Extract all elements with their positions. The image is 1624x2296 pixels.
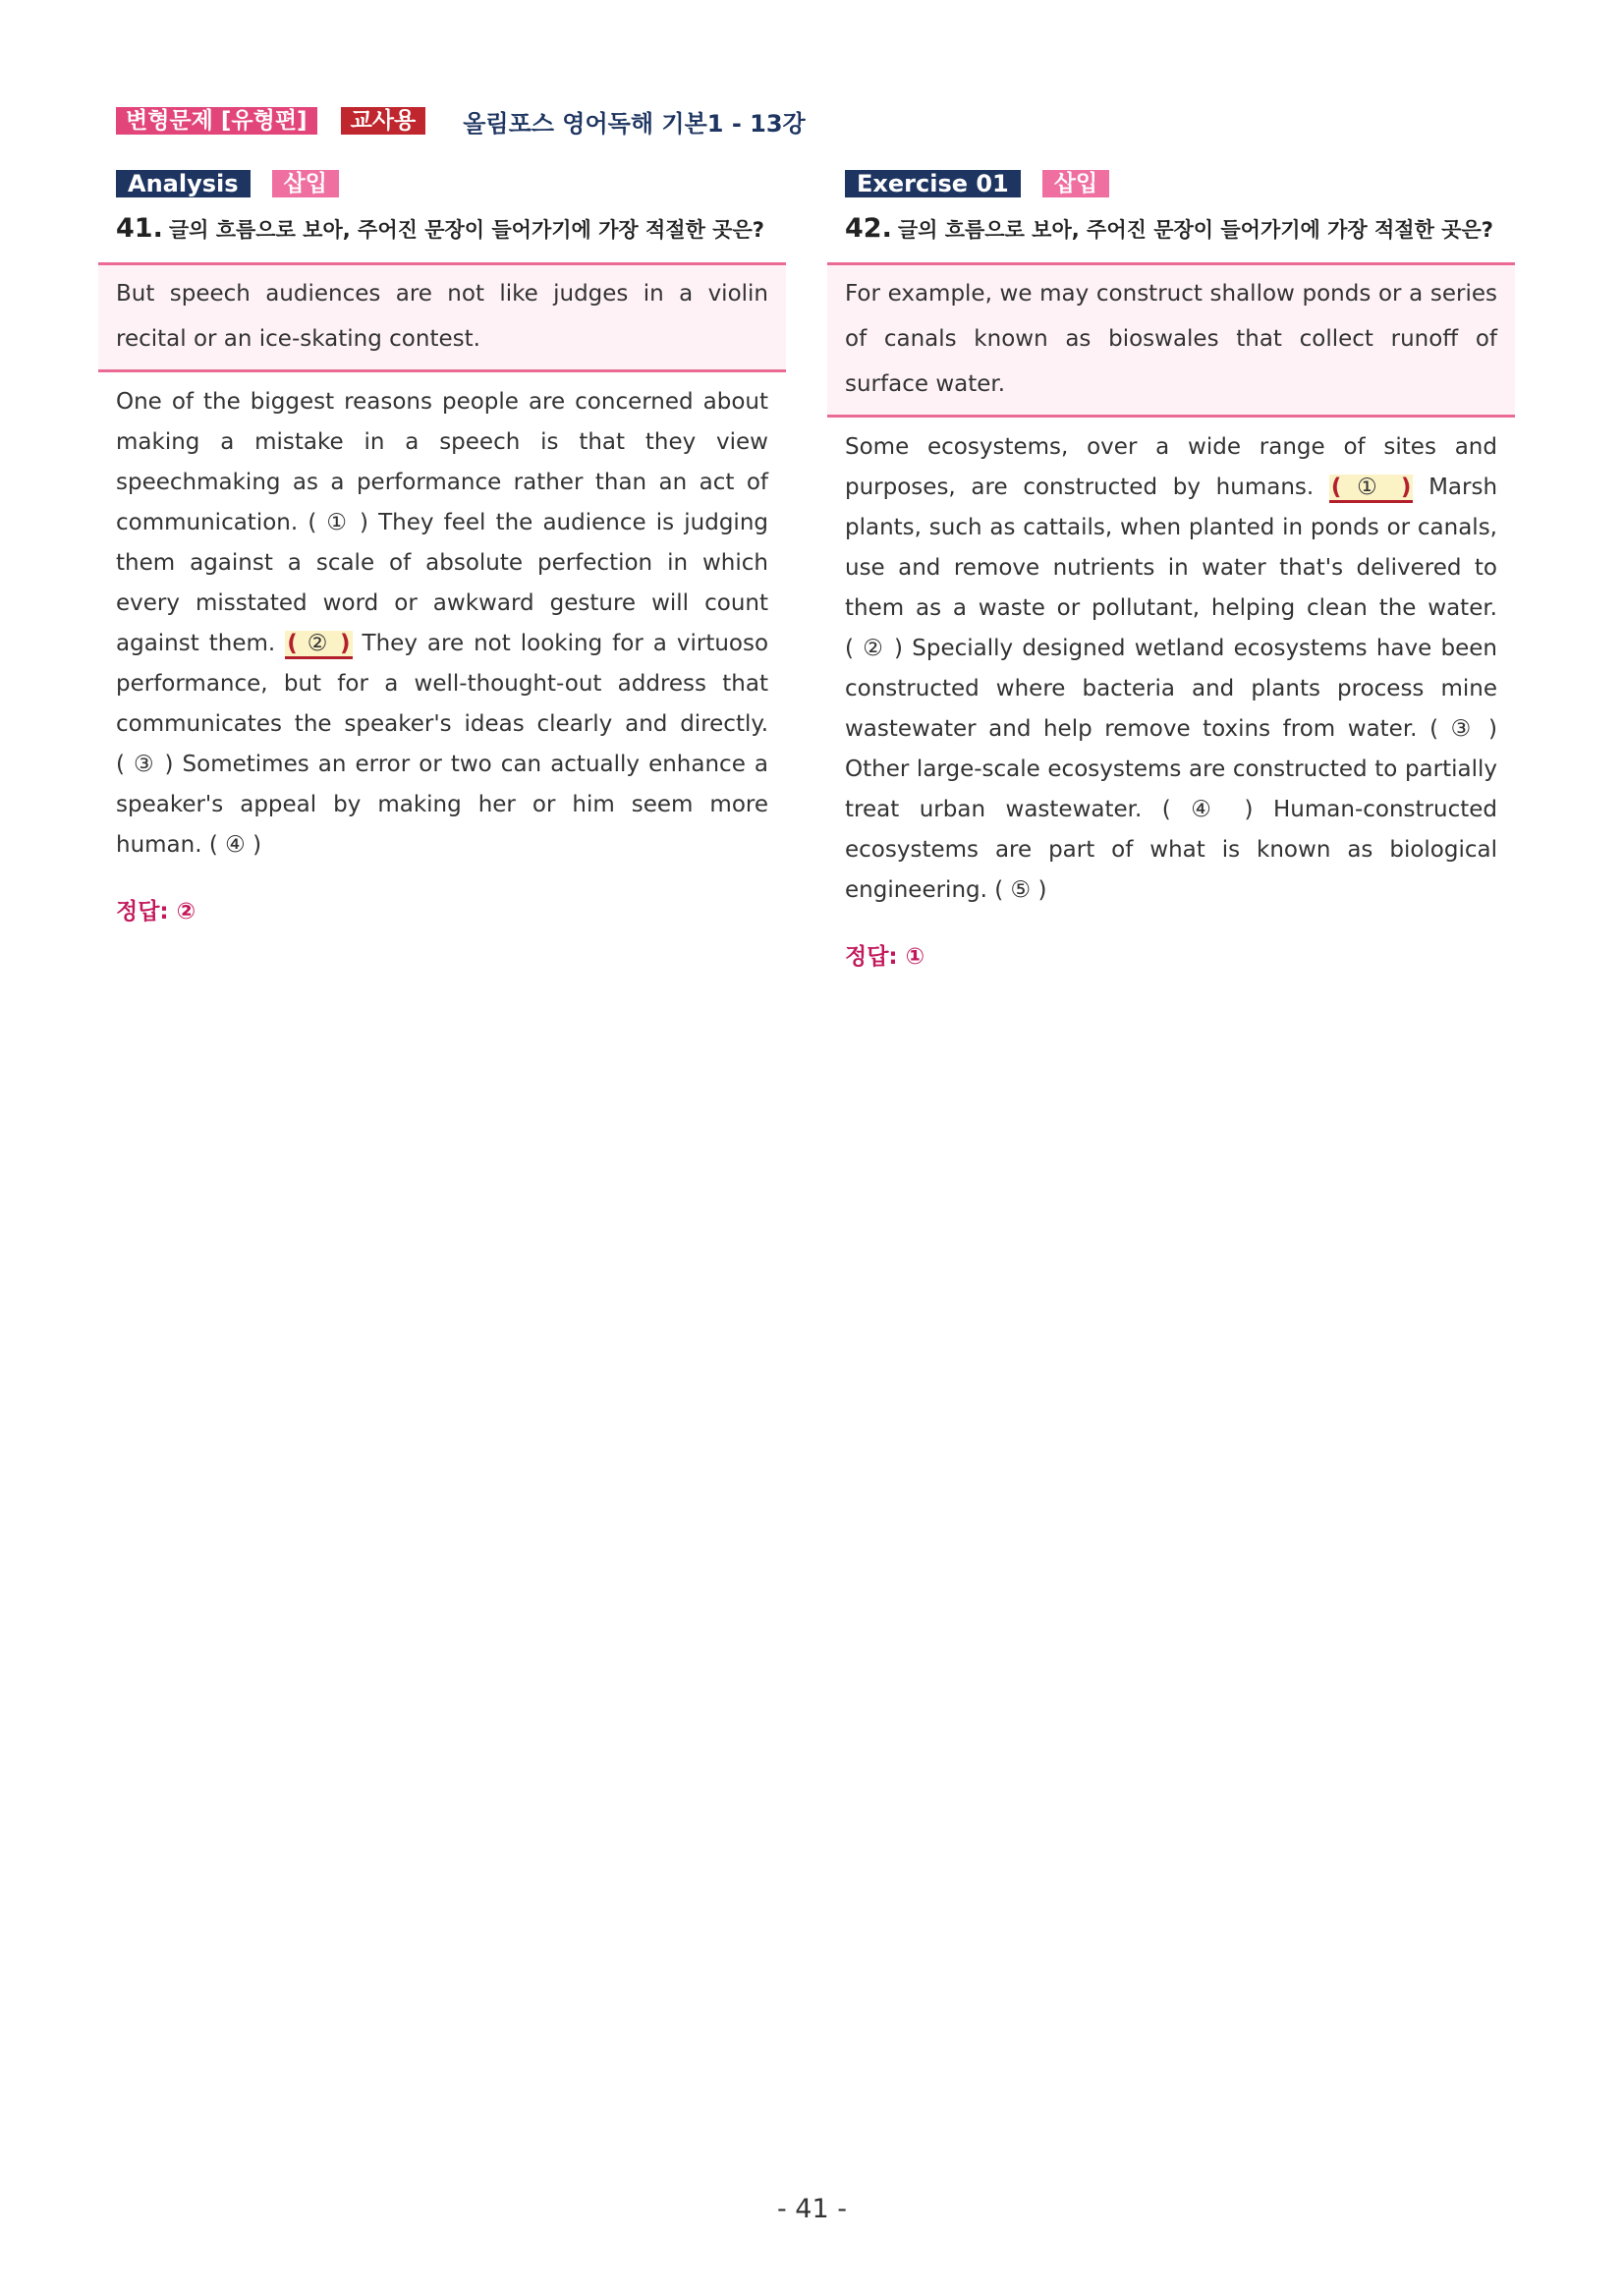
insertion-tag: 삽입 (1042, 170, 1109, 197)
passage-segment: One of the biggest reasons people are concerned about making a mistake in a speech is that they view speechmaking as a performance rather than an act of communication. (116, 389, 768, 535)
question-tags (845, 169, 1515, 198)
answer-line (845, 938, 1497, 971)
insertion-marker-3: ( ③ ) (1429, 716, 1498, 742)
insertion-marker-3: ( ③ ) (116, 752, 174, 777)
answer-line (116, 893, 768, 925)
question-42-column (827, 169, 1515, 971)
book-title: 올림포스 영어독해 기본1 - 13강 (463, 109, 806, 138)
passage-segment: Some ecosystems, over a wide range of sites and purposes, are constructed by humans. (845, 434, 1497, 500)
insertion-marker-2-answer: ( ② ) (285, 631, 352, 659)
insertion-marker-1: ( ① ) (308, 510, 368, 535)
given-sentence: For example, we may construct shallow ponds or a series of canals known as bioswales that collect runoff of surface water. (845, 281, 1497, 397)
question-tags (116, 169, 786, 198)
passage-segment: They are not looking for a virtuoso performance, but for a well-thought-out address that communicates the speaker's ideas clearly and directly. (116, 631, 769, 737)
question-title (845, 210, 1497, 249)
question-text: 글의 흐름으로 보아, 주어진 문장이 들어가기에 가장 적절한 곳은? (897, 218, 1493, 242)
insertion-marker-1-answer: ( ① ) (1329, 475, 1413, 503)
answer-label: 정답: (845, 944, 898, 970)
question-text: 글의 흐름으로 보아, 주어진 문장이 들어가기에 가장 적절한 곳은? (168, 218, 764, 242)
marker-number: ② (307, 631, 331, 656)
passage (116, 382, 768, 866)
passage-segment: Specially designed wetland ecosystems have been constructed where bacteria and plants process mine wastewater and help remove toxins from water. (845, 636, 1498, 742)
passage-segment: Human-constructed ecosystems are part of what is known as biological engineering. (845, 797, 1498, 903)
given-sentence-box (827, 262, 1515, 418)
insertion-marker-2: ( ② ) (845, 636, 904, 661)
given-sentence-box (98, 262, 786, 372)
question-41-column (98, 169, 786, 925)
exercise-tag: Exercise 01 (845, 170, 1021, 197)
page-header (116, 104, 806, 138)
insertion-marker-4: ( ④ ) (208, 832, 262, 858)
insertion-tag: 삽입 (272, 170, 339, 197)
insertion-marker-5: ( ⑤ ) (994, 877, 1047, 903)
problem-type-badge: 변형문제 [유형편] (116, 107, 317, 135)
page-number: - 41 - (776, 2194, 847, 2224)
passage (845, 427, 1497, 911)
answer-value: ① (905, 944, 925, 970)
analysis-tag: Analysis (116, 170, 251, 197)
insertion-marker-4: ( ④ ) (1161, 797, 1254, 822)
question-number: 41. (116, 213, 163, 244)
answer-label: 정답: (116, 899, 169, 924)
passage-segment: Sometimes an error or two can actually enhance a speaker's appeal by making her or him seem more human. (116, 752, 769, 858)
passage-segment: Other large-scale ecosystems are constructed to partially treat urban wastewater. (845, 756, 1497, 822)
passage-segment: They feel the audience is judging them against a scale of absolute perfection in which every misstated word or awkward gesture will count against them. (116, 510, 769, 656)
question-number: 42. (845, 213, 892, 244)
given-sentence: But speech audiences are not like judges in a violin recital or an ice-skating contest. (116, 281, 768, 352)
passage-segment: Marsh plants, such as cattails, when planted in ponds or canals, use and remove nutrients in water that's delivered to them as a waste or pollutant, helping clean the water. (845, 475, 1498, 621)
marker-number: ① (1357, 475, 1386, 500)
answer-value: ② (176, 899, 196, 924)
teacher-edition-badge: 교사용 (341, 107, 426, 135)
question-title (116, 210, 768, 249)
